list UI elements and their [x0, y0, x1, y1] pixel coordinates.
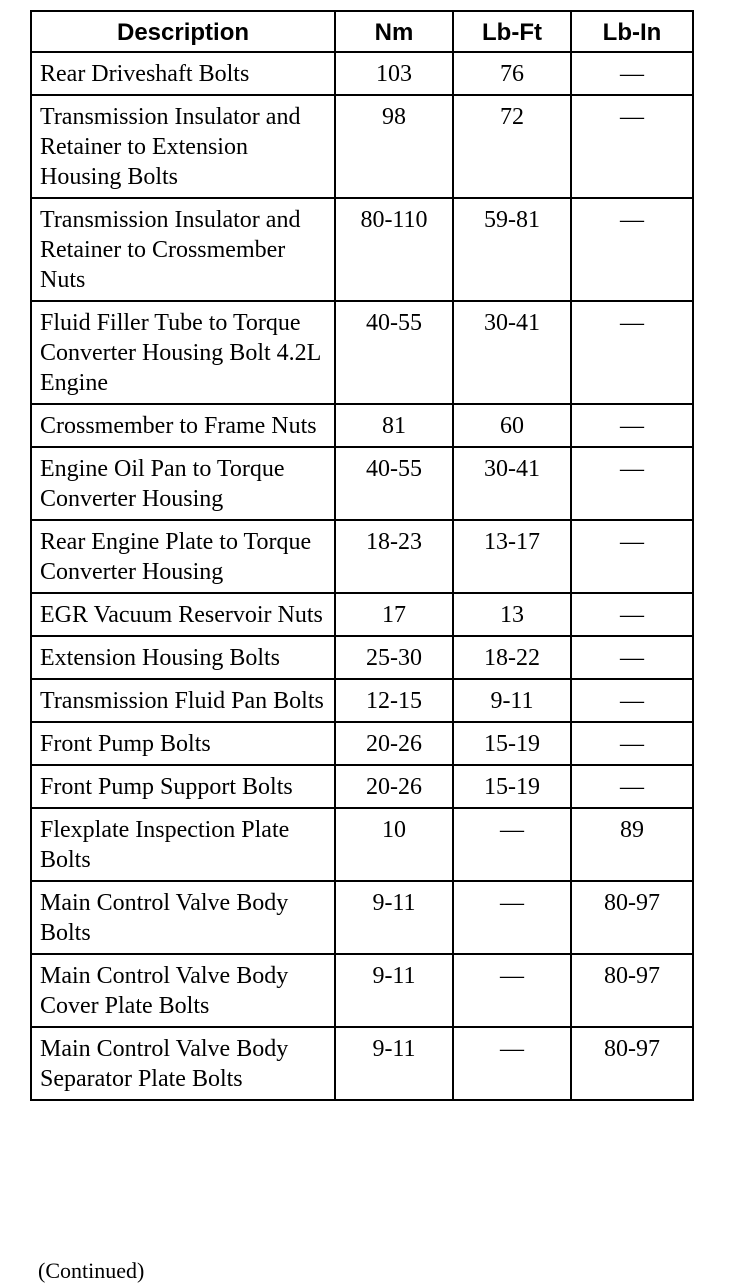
lb-ft-cell: 72 [453, 95, 571, 198]
torque-specifications-table [30, 10, 694, 1101]
lb-in-cell: 89 [571, 808, 693, 881]
lb-ft-cell: 15-19 [453, 722, 571, 765]
lb-in-cell: — [571, 301, 693, 404]
lb-ft-cell: — [453, 881, 571, 954]
nm-cell: 81 [335, 404, 453, 447]
description-cell: Main Control Valve Body Bolts [31, 881, 335, 954]
nm-column-header: Nm [335, 11, 453, 52]
lb-ft-cell: 15-19 [453, 765, 571, 808]
lb-in-cell: — [571, 95, 693, 198]
nm-cell: 12-15 [335, 679, 453, 722]
lb-ft-cell: 30-41 [453, 301, 571, 404]
description-column-header: Description [31, 11, 335, 52]
lb-in-cell: — [571, 404, 693, 447]
table-row [31, 520, 693, 593]
continued-note: (Continued) [38, 1258, 145, 1283]
table-header [31, 11, 693, 52]
nm-cell: 103 [335, 52, 453, 95]
description-cell: EGR Vacuum Reservoir Nuts [31, 593, 335, 636]
nm-cell: 25-30 [335, 636, 453, 679]
description-cell: Crossmember to Frame Nuts [31, 404, 335, 447]
description-cell: Front Pump Bolts [31, 722, 335, 765]
description-cell: Rear Driveshaft Bolts [31, 52, 335, 95]
lb-ft-cell: — [453, 808, 571, 881]
nm-cell: 20-26 [335, 722, 453, 765]
lb-in-cell: — [571, 447, 693, 520]
header-row [31, 11, 693, 52]
description-cell: Main Control Valve Body Separator Plate Bolts [31, 1027, 335, 1100]
lb-ft-cell: 76 [453, 52, 571, 95]
lb-in-cell: 80-97 [571, 881, 693, 954]
table-row [31, 593, 693, 636]
lb-ft-cell: 59-81 [453, 198, 571, 301]
lb-ft-cell: 13 [453, 593, 571, 636]
lb-ft-cell: 30-41 [453, 447, 571, 520]
lb-ft-cell: 18-22 [453, 636, 571, 679]
nm-cell: 80-110 [335, 198, 453, 301]
table-row [31, 636, 693, 679]
lb-in-cell: — [571, 722, 693, 765]
table-row [31, 881, 693, 954]
table-row [31, 301, 693, 404]
table-row [31, 447, 693, 520]
nm-cell: 9-11 [335, 1027, 453, 1100]
description-cell: Transmission Insulator and Retainer to Extension Housing Bolts [31, 95, 335, 198]
description-cell: Main Control Valve Body Cover Plate Bolts [31, 954, 335, 1027]
lb-ft-cell: 60 [453, 404, 571, 447]
lb-in-cell: — [571, 198, 693, 301]
nm-cell: 40-55 [335, 447, 453, 520]
lb-in-cell: 80-97 [571, 1027, 693, 1100]
lb-ft-cell: 9-11 [453, 679, 571, 722]
nm-cell: 17 [335, 593, 453, 636]
table-row [31, 765, 693, 808]
table-row [31, 404, 693, 447]
table-row [31, 679, 693, 722]
description-cell: Extension Housing Bolts [31, 636, 335, 679]
nm-cell: 40-55 [335, 301, 453, 404]
lb-ft-column-header: Lb-Ft [453, 11, 571, 52]
description-cell: Engine Oil Pan to Torque Converter Housing [31, 447, 335, 520]
lb-in-cell: — [571, 593, 693, 636]
description-cell: Transmission Insulator and Retainer to Crossmember Nuts [31, 198, 335, 301]
lb-in-cell: — [571, 679, 693, 722]
table-row [31, 1027, 693, 1100]
table-row [31, 954, 693, 1027]
nm-cell: 9-11 [335, 954, 453, 1027]
description-cell: Transmission Fluid Pan Bolts [31, 679, 335, 722]
description-cell: Flexplate Inspection Plate Bolts [31, 808, 335, 881]
table-body [31, 52, 693, 1100]
lb-in-cell: — [571, 765, 693, 808]
nm-cell: 9-11 [335, 881, 453, 954]
table-row [31, 95, 693, 198]
lb-ft-cell: — [453, 954, 571, 1027]
nm-cell: 18-23 [335, 520, 453, 593]
nm-cell: 10 [335, 808, 453, 881]
lb-in-cell: — [571, 636, 693, 679]
nm-cell: 98 [335, 95, 453, 198]
description-cell: Fluid Filler Tube to Torque Converter Housing Bolt 4.2L Engine [31, 301, 335, 404]
description-cell: Front Pump Support Bolts [31, 765, 335, 808]
lb-in-column-header: Lb-In [571, 11, 693, 52]
table-row [31, 198, 693, 301]
lb-in-cell: — [571, 52, 693, 95]
nm-cell: 20-26 [335, 765, 453, 808]
table-row [31, 722, 693, 765]
lb-in-cell: — [571, 520, 693, 593]
description-cell: Rear Engine Plate to Torque Converter Housing [31, 520, 335, 593]
lb-ft-cell: — [453, 1027, 571, 1100]
lb-in-cell: 80-97 [571, 954, 693, 1027]
table-row [31, 808, 693, 881]
table-row [31, 52, 693, 95]
lb-ft-cell: 13-17 [453, 520, 571, 593]
